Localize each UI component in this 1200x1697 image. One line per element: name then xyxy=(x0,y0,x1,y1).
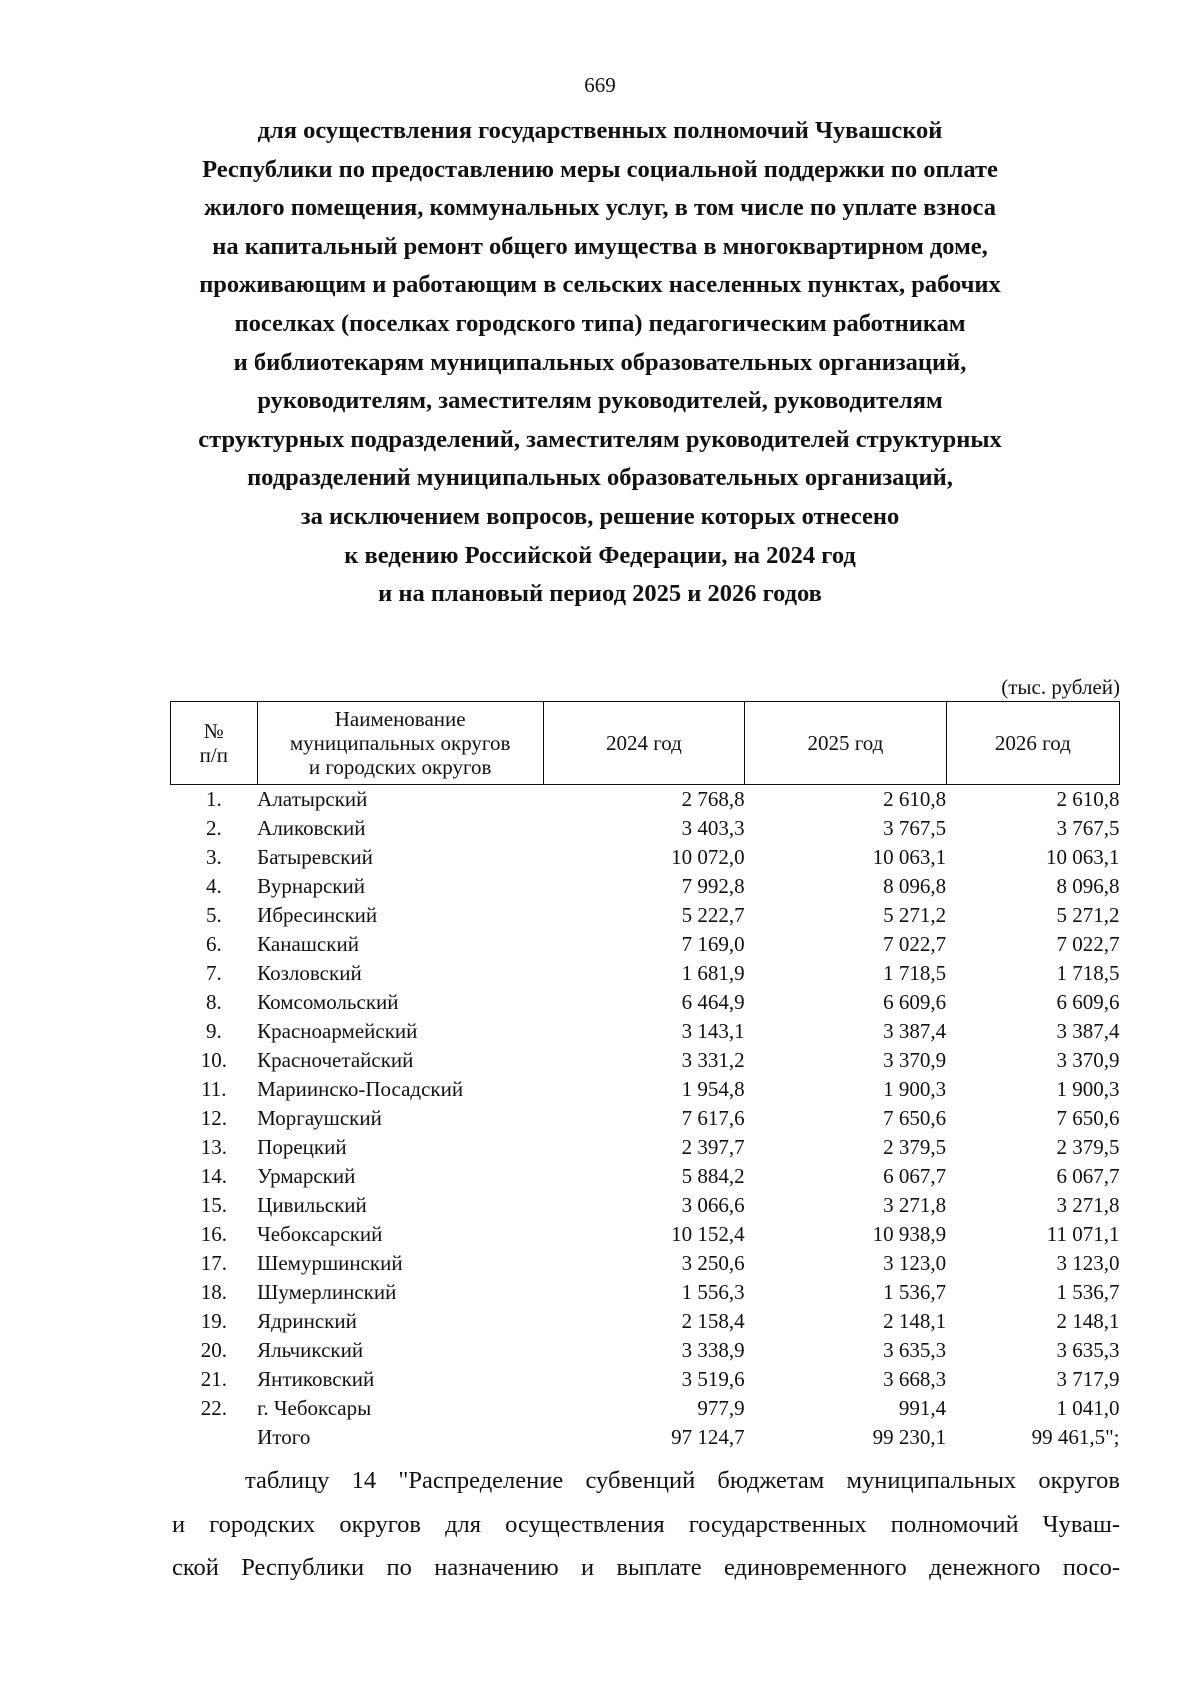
row-number: 16. xyxy=(200,1222,227,1246)
table-row xyxy=(171,1017,1120,1046)
row-value-2025: 2 379,5 xyxy=(883,1135,947,1159)
table-row xyxy=(171,930,1120,959)
table-row xyxy=(171,1307,1120,1336)
total-label: Итого xyxy=(257,1425,311,1449)
row-district-name: Шумерлинский xyxy=(257,1280,397,1304)
subvention-table xyxy=(170,701,1120,1452)
row-number: 9. xyxy=(205,1019,222,1043)
row-district-name: Аликовский xyxy=(257,816,366,840)
heading-line: структурных подразделений, заместителям руководителей структурных xyxy=(198,425,1002,453)
row-district-name: г. Чебоксары xyxy=(257,1396,372,1420)
row-value-2026: 3 387,4 xyxy=(1056,1019,1120,1043)
row-district-name: Цивильский xyxy=(257,1193,367,1217)
row-value-2024: 1 681,9 xyxy=(681,961,745,985)
row-value-2025: 6 609,6 xyxy=(883,990,947,1014)
row-number: 8. xyxy=(205,990,222,1014)
row-value-2026: 7 650,6 xyxy=(1056,1106,1120,1130)
row-value-2026: 3 767,5 xyxy=(1056,816,1120,840)
document-heading xyxy=(100,112,1100,614)
row-district-name: Батыревский xyxy=(257,845,373,869)
header-year-2025: 2025 год xyxy=(745,702,947,785)
table-header-row xyxy=(171,702,1120,785)
page-number: 669 xyxy=(584,73,616,97)
header-name-line-1: Наименование xyxy=(334,707,466,731)
row-number: 15. xyxy=(200,1193,227,1217)
row-value-2025: 991,4 xyxy=(898,1396,947,1420)
table-row xyxy=(171,814,1120,843)
header-name-line-3: и городских округов xyxy=(308,755,492,779)
header-number xyxy=(171,702,258,785)
row-district-name: Ибресинский xyxy=(257,903,378,927)
table-row xyxy=(171,785,1120,815)
heading-line: за исключением вопросов, решение которых отнесено xyxy=(300,502,900,530)
row-value-2025: 1 718,5 xyxy=(883,961,947,985)
row-value-2025: 2 148,1 xyxy=(883,1309,947,1333)
table-row xyxy=(171,1365,1120,1394)
row-value-2024: 3 331,2 xyxy=(681,1048,745,1072)
row-value-2025: 7 022,7 xyxy=(883,932,947,956)
row-value-2024: 2 768,8 xyxy=(681,787,745,811)
row-value-2026: 6 609,6 xyxy=(1056,990,1120,1014)
row-value-2024: 10 072,0 xyxy=(671,845,745,869)
table-row xyxy=(171,1336,1120,1365)
row-district-name: Козловский xyxy=(257,961,362,985)
row-district-name: Комсомольский xyxy=(257,990,399,1014)
row-value-2025: 10 938,9 xyxy=(872,1222,947,1246)
row-value-2024: 6 464,9 xyxy=(681,990,745,1014)
total-value-2024: 97 124,7 xyxy=(671,1425,745,1449)
row-value-2024: 3 143,1 xyxy=(681,1019,745,1043)
row-value-2024: 10 152,4 xyxy=(671,1222,745,1246)
row-value-2026: 1 536,7 xyxy=(1056,1280,1120,1304)
row-number: 21. xyxy=(200,1367,227,1391)
row-value-2025: 3 387,4 xyxy=(883,1019,947,1043)
row-value-2026: 7 022,7 xyxy=(1056,932,1120,956)
row-value-2026: 3 123,0 xyxy=(1056,1251,1120,1275)
row-value-2025: 2 610,8 xyxy=(883,787,947,811)
table-row xyxy=(171,1394,1120,1423)
paragraph-line: и городских округов для осуществления государственных полномочий Чуваш- xyxy=(172,1510,1120,1538)
row-value-2025: 3 668,3 xyxy=(883,1367,947,1391)
row-value-2024: 3 403,3 xyxy=(681,816,745,840)
table-row xyxy=(171,872,1120,901)
heading-line: и на плановый период 2025 и 2026 годов xyxy=(378,580,822,608)
table-body xyxy=(171,785,1120,1453)
paragraph-line: таблицу 14 "Распределение субвенций бюджетам муниципальных округов xyxy=(245,1467,1120,1494)
row-number: 17. xyxy=(200,1251,227,1275)
header-name xyxy=(257,702,543,785)
row-value-2024: 5 884,2 xyxy=(681,1164,745,1188)
row-value-2025: 3 123,0 xyxy=(883,1251,947,1275)
row-number: 5. xyxy=(205,903,222,927)
row-value-2024: 1 954,8 xyxy=(681,1077,745,1101)
row-value-2025: 5 271,2 xyxy=(883,903,947,927)
heading-line: на капитальный ремонт общего имущества в многоквартирном доме, xyxy=(212,232,988,260)
row-number: 3. xyxy=(205,845,222,869)
row-value-2024: 7 992,8 xyxy=(681,874,745,898)
row-number: 18. xyxy=(200,1280,227,1304)
header-year-2026: 2026 год xyxy=(946,702,1119,785)
header-name-line-2: муниципальных округов xyxy=(289,731,511,755)
row-value-2024: 3 338,9 xyxy=(681,1338,745,1362)
row-district-name: Красночетайский xyxy=(257,1048,414,1072)
row-number: 6. xyxy=(205,932,222,956)
row-district-name: Моргаушский xyxy=(257,1106,382,1130)
table-row xyxy=(171,959,1120,988)
row-value-2024: 977,9 xyxy=(697,1396,745,1420)
row-number: 19. xyxy=(200,1309,227,1333)
total-value-2025: 99 230,1 xyxy=(872,1425,947,1449)
row-number: 22. xyxy=(200,1396,227,1420)
row-value-2026: 6 067,7 xyxy=(1056,1164,1120,1188)
row-number: 10. xyxy=(200,1048,227,1072)
heading-line: для осуществления государственных полномочий Чувашской xyxy=(257,117,943,144)
row-district-name: Канашский xyxy=(257,932,359,956)
heading-line: и библиотекарям муниципальных образовательных организаций, xyxy=(233,348,967,376)
table-row xyxy=(171,1046,1120,1075)
total-number-empty xyxy=(171,1423,258,1452)
row-value-2025: 7 650,6 xyxy=(883,1106,947,1130)
row-value-2026: 5 271,2 xyxy=(1056,903,1120,927)
table-units: (тыс. рублей) xyxy=(1001,675,1120,699)
row-value-2025: 3 271,8 xyxy=(883,1193,947,1217)
heading-line: жилого помещения, коммунальных услуг, в том числе по уплате взноса xyxy=(204,194,996,222)
row-value-2026: 1 718,5 xyxy=(1056,961,1120,985)
table-row xyxy=(171,1075,1120,1104)
row-district-name: Урмарский xyxy=(257,1164,356,1188)
row-value-2024: 5 222,7 xyxy=(681,903,745,927)
heading-line: проживающим и работающим в сельских населенных пунктах, рабочих xyxy=(199,271,1001,299)
row-number: 12. xyxy=(200,1106,227,1130)
row-district-name: Мариинско-Посадский xyxy=(257,1077,464,1101)
paragraph-line: ской Республики по назначению и выплате единовременного денежного посо- xyxy=(172,1554,1120,1581)
continuation-paragraph xyxy=(172,1459,1120,1590)
row-number: 1. xyxy=(205,787,222,811)
row-value-2026: 2 379,5 xyxy=(1056,1135,1120,1159)
row-district-name: Ядринский xyxy=(257,1309,357,1333)
row-district-name: Шемуршинский xyxy=(257,1251,403,1275)
row-district-name: Вурнарский xyxy=(257,874,365,898)
row-number: 2. xyxy=(205,816,222,840)
heading-line: руководителям, заместителям руководителей, руководителям xyxy=(257,387,943,415)
row-value-2024: 7 617,6 xyxy=(681,1106,745,1130)
heading-line: подразделений муниципальных образовательных организаций, xyxy=(247,464,953,492)
header-year-2024: 2024 год xyxy=(543,702,745,785)
table-row xyxy=(171,1249,1120,1278)
row-value-2026: 2 610,8 xyxy=(1056,787,1120,811)
row-value-2024: 1 556,3 xyxy=(681,1280,745,1304)
row-value-2025: 8 096,8 xyxy=(883,874,947,898)
row-value-2026: 11 071,1 xyxy=(1046,1222,1120,1246)
row-value-2026: 10 063,1 xyxy=(1046,845,1120,869)
row-number: 20. xyxy=(200,1338,227,1362)
row-value-2025: 1 536,7 xyxy=(883,1280,947,1304)
row-value-2025: 3 767,5 xyxy=(883,816,947,840)
row-value-2026: 3 635,3 xyxy=(1056,1338,1120,1362)
row-district-name: Красноармейский xyxy=(257,1019,418,1043)
row-value-2026: 3 370,9 xyxy=(1056,1048,1120,1072)
total-value-2026: 99 461,5"; xyxy=(1031,1425,1120,1449)
heading-line: поселках (поселках городского типа) педагогическим работникам xyxy=(234,309,966,337)
row-value-2026: 1 041,0 xyxy=(1056,1396,1120,1420)
row-district-name: Алатырский xyxy=(257,787,368,811)
row-value-2024: 3 250,6 xyxy=(681,1251,745,1275)
row-value-2025: 3 635,3 xyxy=(883,1338,947,1362)
row-value-2026: 3 717,9 xyxy=(1056,1367,1120,1391)
row-district-name: Чебоксарский xyxy=(257,1222,383,1246)
row-value-2026: 1 900,3 xyxy=(1056,1077,1120,1101)
row-number: 4. xyxy=(205,874,222,898)
row-value-2026: 2 148,1 xyxy=(1056,1309,1120,1333)
table-row xyxy=(171,1191,1120,1220)
row-number: 7. xyxy=(205,961,222,985)
row-value-2026: 8 096,8 xyxy=(1056,874,1120,898)
table-row xyxy=(171,1162,1120,1191)
row-number: 11. xyxy=(201,1077,227,1101)
table-row xyxy=(171,1278,1120,1307)
header-number-sign: № xyxy=(203,719,224,743)
table-row xyxy=(171,843,1120,872)
row-value-2024: 3 519,6 xyxy=(681,1367,745,1391)
row-value-2024: 7 169,0 xyxy=(681,932,745,956)
table-row xyxy=(171,988,1120,1017)
heading-line: к ведению Российской Федерации, на 2024 год xyxy=(344,541,856,569)
row-value-2025: 1 900,3 xyxy=(883,1077,947,1101)
heading-line: Республики по предоставлению меры социальной поддержки по оплате xyxy=(202,155,998,183)
table-row xyxy=(171,1220,1120,1249)
row-value-2025: 10 063,1 xyxy=(872,845,947,869)
table-total-row xyxy=(171,1423,1120,1452)
row-number: 14. xyxy=(200,1164,227,1188)
row-district-name: Янтиковский xyxy=(257,1367,375,1391)
table-row xyxy=(171,901,1120,930)
table-row xyxy=(171,1104,1120,1133)
row-value-2024: 2 158,4 xyxy=(681,1309,745,1333)
row-value-2025: 3 370,9 xyxy=(883,1048,947,1072)
row-value-2024: 2 397,7 xyxy=(681,1135,745,1159)
header-number-pp: п/п xyxy=(199,743,228,767)
row-value-2024: 3 066,6 xyxy=(681,1193,745,1217)
row-number: 13. xyxy=(200,1135,227,1159)
row-value-2026: 3 271,8 xyxy=(1056,1193,1120,1217)
table-row xyxy=(171,1133,1120,1162)
row-district-name: Яльчикский xyxy=(257,1338,364,1362)
row-value-2025: 6 067,7 xyxy=(883,1164,947,1188)
row-district-name: Порецкий xyxy=(257,1135,347,1159)
